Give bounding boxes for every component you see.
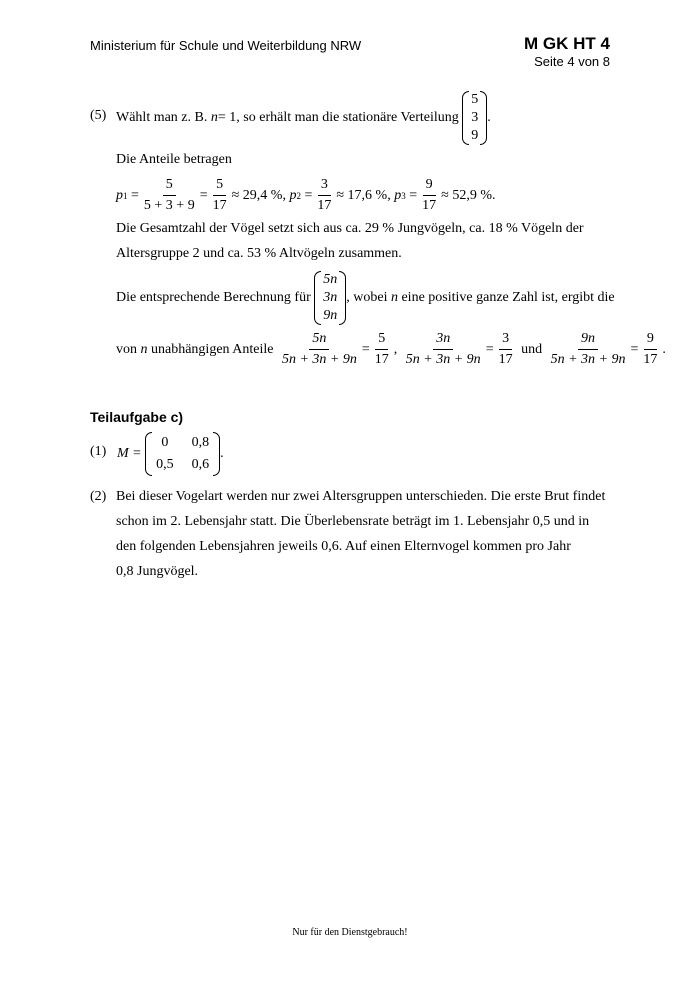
- matrix-label: M =: [117, 446, 142, 461]
- calc-text-a: Die entsprechende Berechnung für: [116, 290, 311, 305]
- text-von: von: [116, 341, 137, 357]
- header-page-number: Seite 4 von 8: [534, 54, 610, 69]
- shares-label: Die Anteile betragen: [116, 152, 232, 167]
- matrix-entry: 0,6: [191, 457, 210, 472]
- p2-label: p: [289, 187, 297, 203]
- intro-text-a: Wählt man z. B.: [116, 110, 208, 125]
- p3-fraction: $\frac{9}{17}$: [422, 177, 437, 213]
- description-line: den folgenden Lebensjahren jeweils 0,6. Auf einen Elternvogel kommen pro Jahr: [116, 539, 571, 554]
- footer-notice: Nur für den Dienstgebrauch!: [292, 927, 408, 938]
- share-fraction-3: $\frac{9n}{5n + 3n + 9n}$: [550, 331, 626, 367]
- p1-label: p: [116, 187, 123, 203]
- item-number-5: (5): [90, 108, 107, 123]
- eq-one: = 1: [217, 110, 237, 125]
- share-fraction-2: $\frac{3n}{5n + 3n + 9n}$: [405, 331, 481, 367]
- p3-label: p: [394, 187, 402, 203]
- matrix-entry: 0: [161, 435, 169, 450]
- matrix-entry: 0,8: [191, 435, 210, 450]
- vector-entry: 3: [471, 110, 479, 125]
- total-text-line-1: Die Gesamtzahl der Vögel setzt sich aus ca. 29 % Jungvögeln, ca. 18 % Vögeln der: [116, 221, 584, 236]
- item-number-2: (2): [90, 489, 107, 504]
- calc-text-c: eine positive ganze Zahl ist, ergibt die: [401, 290, 615, 305]
- p2-approx: ≈ 17,6 %: [336, 187, 388, 203]
- vector-entry: 5n: [323, 272, 338, 287]
- var-n: n: [390, 290, 398, 305]
- vector-entry: 5: [471, 92, 479, 107]
- general-calc-line: [116, 271, 615, 325]
- header-exam-code: M GK HT 4: [524, 34, 610, 53]
- vector-entry: 9n: [323, 308, 338, 323]
- period: .: [487, 110, 491, 125]
- description-line: Bei dieser Vogelart werden nur zwei Altersgruppen unterschieden. Die erste Brut findet: [116, 489, 606, 504]
- period: .: [220, 446, 224, 461]
- vector-entry: 3n: [323, 290, 338, 305]
- matrix-entry: 0,5: [156, 457, 174, 472]
- p3-approx: ≈ 52,9 %: [441, 187, 492, 203]
- p2-fraction: $\frac{3}{17}$: [317, 177, 332, 213]
- shares-formula-line: p 1 = $\frac{5}{5 + 3 + 9}$ = $\frac{5}{17}$ ≈ 29,4 % , p 2 = $\frac{3}{17}$ ≈ 17,6 % , p 3 = $\frac{9}{17}$ ≈ 52,9 % .: [116, 177, 496, 213]
- p1-fraction-reduced: $\frac{5}{17}$: [212, 177, 227, 213]
- section-heading-c: Teilaufgabe c): [90, 409, 184, 425]
- var-n: n: [140, 341, 148, 357]
- var-n: n: [210, 110, 218, 125]
- p1-approx: ≈ 29,4 %: [231, 187, 283, 203]
- matrix-line: [117, 432, 224, 476]
- calc-text-b: , wobei: [346, 290, 388, 305]
- share-fraction-3-reduced: $\frac{9}{17}$: [643, 331, 658, 367]
- item-number-1: (1): [90, 444, 107, 459]
- header-ministry: Ministerium für Schule und Weiterbildung NRW: [90, 38, 362, 53]
- stationary-distribution-line: [116, 91, 491, 145]
- stationary-vector: [462, 91, 487, 145]
- description-line: schon im 2. Lebensjahr statt. Die Überlebensrate beträgt im 1. Lebensjahr 0,5 und in: [116, 514, 590, 529]
- p2-subscript: 2: [296, 190, 301, 201]
- transition-matrix: [145, 432, 220, 476]
- description-line: 0,8 Jungvögel.: [116, 564, 199, 579]
- p1-subscript: 1: [123, 190, 128, 201]
- p1-fraction: $\frac{5}{5 + 3 + 9}$: [143, 177, 195, 213]
- text-independent-shares: unabhängigen Anteile: [151, 341, 274, 357]
- n-vector: [314, 271, 346, 325]
- text-und: und: [521, 341, 543, 357]
- total-text-line-2: Altersgruppe 2 und ca. 53 % Altvögeln zusammen.: [116, 246, 402, 261]
- share-fraction-1: $\frac{5n}{5n + 3n + 9n}$: [281, 331, 357, 367]
- p3-subscript: 3: [401, 190, 406, 201]
- vector-entry: 9: [471, 128, 479, 143]
- independent-shares-line: von n unabhängigen Anteile $\frac{5n}{5n + 3n + 9n}$ = $\frac{5}{17}$ , $\frac{3n}{5n + 3n + 9n}$ = $\frac{3}{17}$ und $\frac{9n}{5n + 3n + 9n}$ = $\frac{9}{17}$ .: [116, 331, 666, 367]
- share-fraction-1-reduced: $\frac{5}{17}$: [374, 331, 389, 367]
- share-fraction-2-reduced: $\frac{3}{17}$: [498, 331, 513, 367]
- intro-text-b: , so erhält man die stationäre Verteilung: [236, 110, 459, 125]
